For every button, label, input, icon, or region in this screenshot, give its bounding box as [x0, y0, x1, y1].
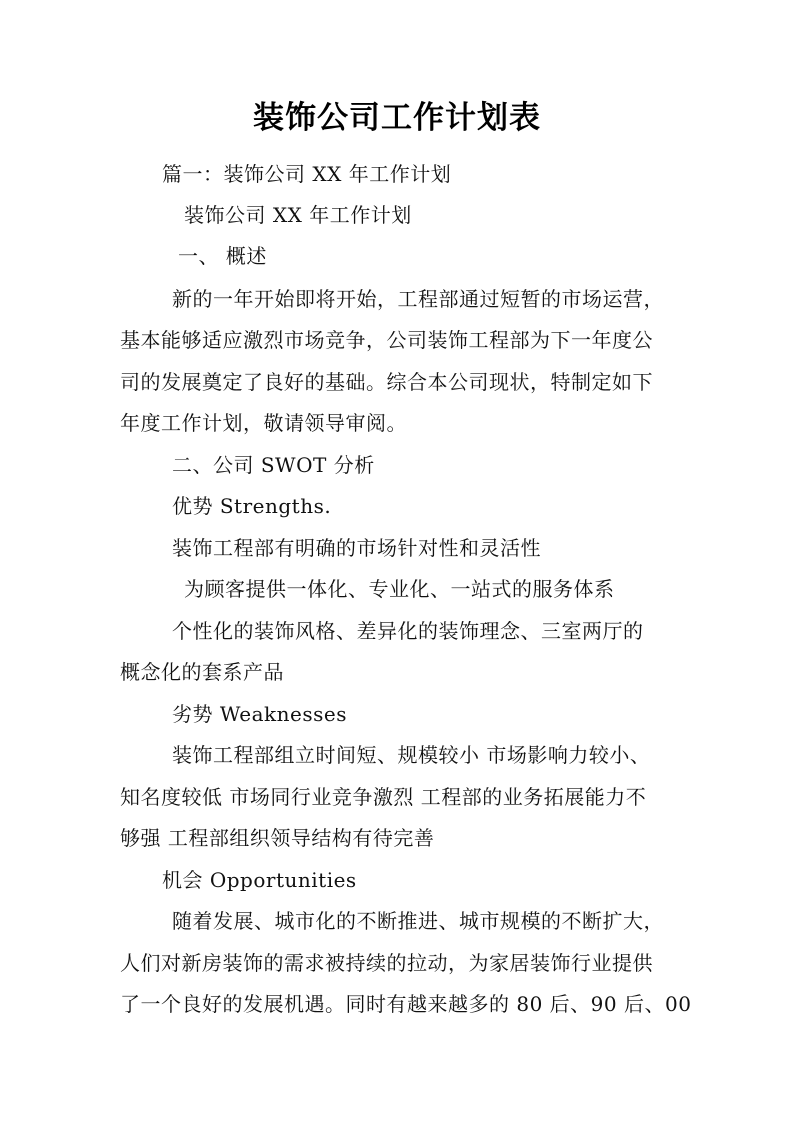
paragraph-line: 为顾客提供一体化、专业化、一站式的服务体系 — [184, 577, 615, 601]
document-title: 装饰公司工作计划表 — [253, 100, 541, 136]
section-heading-article-one: 篇一：装饰公司 XX 年工作计划 — [162, 162, 452, 186]
paragraph-line: 知名度较低 市场同行业竞争激烈 工程部的业务拓展能力不 — [120, 785, 647, 809]
heading-weaknesses: 劣势 Weaknesses — [172, 702, 348, 726]
paragraph-line: 年度工作计划，敬请领导审阅。 — [120, 411, 407, 435]
paragraph-line: 够强 工程部组织领导结构有待完善 — [120, 826, 435, 850]
paragraph-line: 装饰工程部组立时间短、规模较小 市场影响力较小、 — [172, 743, 651, 767]
paragraph-line: 人们对新房装饰的需求被持续的拉动，为家居装饰行业提供 — [120, 951, 653, 975]
heading-overview: 一、 概述 — [178, 244, 267, 268]
heading-strengths: 优势 Strengths. — [172, 494, 332, 518]
heading-opportunities: 机会 Opportunities — [162, 868, 357, 892]
paragraph-line: 新的一年开始即将开始，工程部通过短暂的市场运营， — [172, 287, 664, 311]
paragraph-line: 随着发展、城市化的不断推进、城市规模的不断扩大， — [172, 909, 664, 933]
paragraph-line: 个性化的装饰风格、差异化的装饰理念、三室两厅的 — [172, 619, 644, 643]
paragraph-line: 司的发展奠定了良好的基础。综合本公司现状，特制定如下 — [120, 370, 653, 394]
paragraph-line: 基本能够适应激烈市场竞争，公司装饰工程部为下一年度公 — [120, 328, 653, 352]
heading-swot: 二、公司 SWOT 分析 — [172, 453, 375, 477]
paragraph-line: 概念化的套系产品 — [120, 660, 284, 684]
plan-subtitle: 装饰公司 XX 年工作计划 — [184, 203, 412, 227]
paragraph-line: 了一个良好的发展机遇。同时有越来越多的 80 后、90 后、00 — [120, 992, 692, 1016]
paragraph-line: 装饰工程部有明确的市场针对性和灵活性 — [172, 536, 541, 560]
